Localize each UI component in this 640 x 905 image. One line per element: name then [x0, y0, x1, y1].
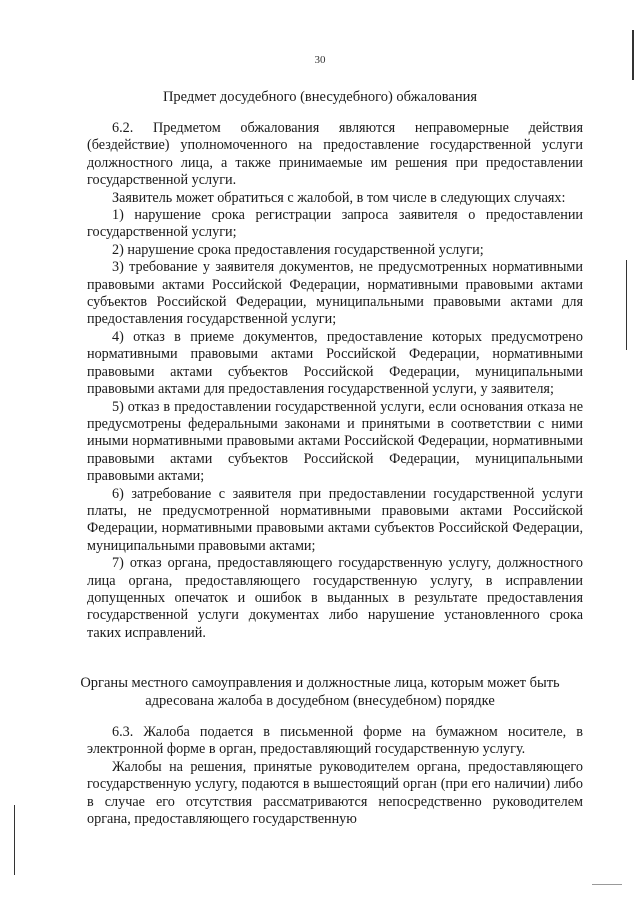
paragraph-6-2: 6.2. Предметом обжалования являются неправомерные действия (бездействие) уполномоченного на предоставление государственной услуги должностного лица, а также принимаемые им решения при предоставлении государственной услуги.: [87, 120, 583, 189]
list-item-4: 4) отказ в приеме документов, предоставление которых предусмотрено нормативными правовыми актами Российской Федерации, нормативными правовыми актами субъектов Российской Федерации, муниципальными правовыми актами для предоставления государственной услуги, у заявителя;: [87, 328, 583, 398]
scan-mark: [14, 805, 15, 875]
section-title-line: адресована жалоба в досудебном (внесудебном) порядке: [145, 693, 495, 709]
paragraph-applicant: Заявитель может обратиться с жалобой, в том числе в следующих случаях:: [112, 189, 566, 206]
scan-mark: [592, 884, 622, 885]
list-item-2: 2) нарушение срока предоставления государственной услуги;: [112, 241, 484, 258]
list-item-7: 7) отказ органа, предоставляющего государственную услугу, должностного лица органа, предоставляющего государственную услугу, в исправлении допущенных опечаток и ошибок в выданных в результате предоставления государственной услуги документах либо нарушение установленного срока таких исправлений.: [87, 555, 583, 641]
section-body: [87, 724, 583, 828]
section-body: [87, 120, 583, 642]
section-title: [0, 674, 640, 710]
list-item-3: 3) требование у заявителя документов, не предусмотренных нормативными правовыми актами Российской Федерации, нормативными правовыми актами субъектов Российской Федерации, муниципальными правовыми актами для предоставления государственной услуги;: [87, 259, 583, 328]
list-item-5: 5) отказ в предоставлении государственной услуги, если основания отказа не предусмотрены федеральными законами и принятыми в соответствии с ними иными нормативными правовыми актами Российской Федерации, нормативными правовыми актами субъектов Российской Федерации, муниципальными правовыми актами;: [87, 398, 583, 485]
page-number: 30: [314, 54, 326, 66]
section-title: Предмет досудебного (внесудебного) обжалования: [162, 89, 478, 105]
list-item-1: 1) нарушение срока регистрации запроса заявителя о предоставлении государственной услуги;: [87, 207, 583, 241]
paragraph-complaints: Жалобы на решения, принятые руководителем органа, предоставляющего государственную услугу, подаются в вышестоящий орган (при его наличии) либо в случае его отсутствия рассматриваются непосредственно руководителем органа, предоставляющего государственную: [87, 758, 583, 828]
paragraph-6-3: 6.3. Жалоба подается в письменной форме на бумажном носителе, в электронной форме в орган, предоставляющий государственную услугу.: [87, 724, 583, 758]
section-title-line: Органы местного самоуправления и должностные лица, которым может быть: [80, 675, 560, 691]
scan-mark: [632, 30, 634, 80]
scan-mark: [626, 260, 627, 350]
list-item-6: 6) затребование с заявителя при предоставлении государственной услуги платы, не предусмотренной нормативными правовыми актами Российской Федерации, нормативными правовыми актами субъектов Российской Федерации, муниципальными правовыми актами;: [87, 485, 583, 554]
